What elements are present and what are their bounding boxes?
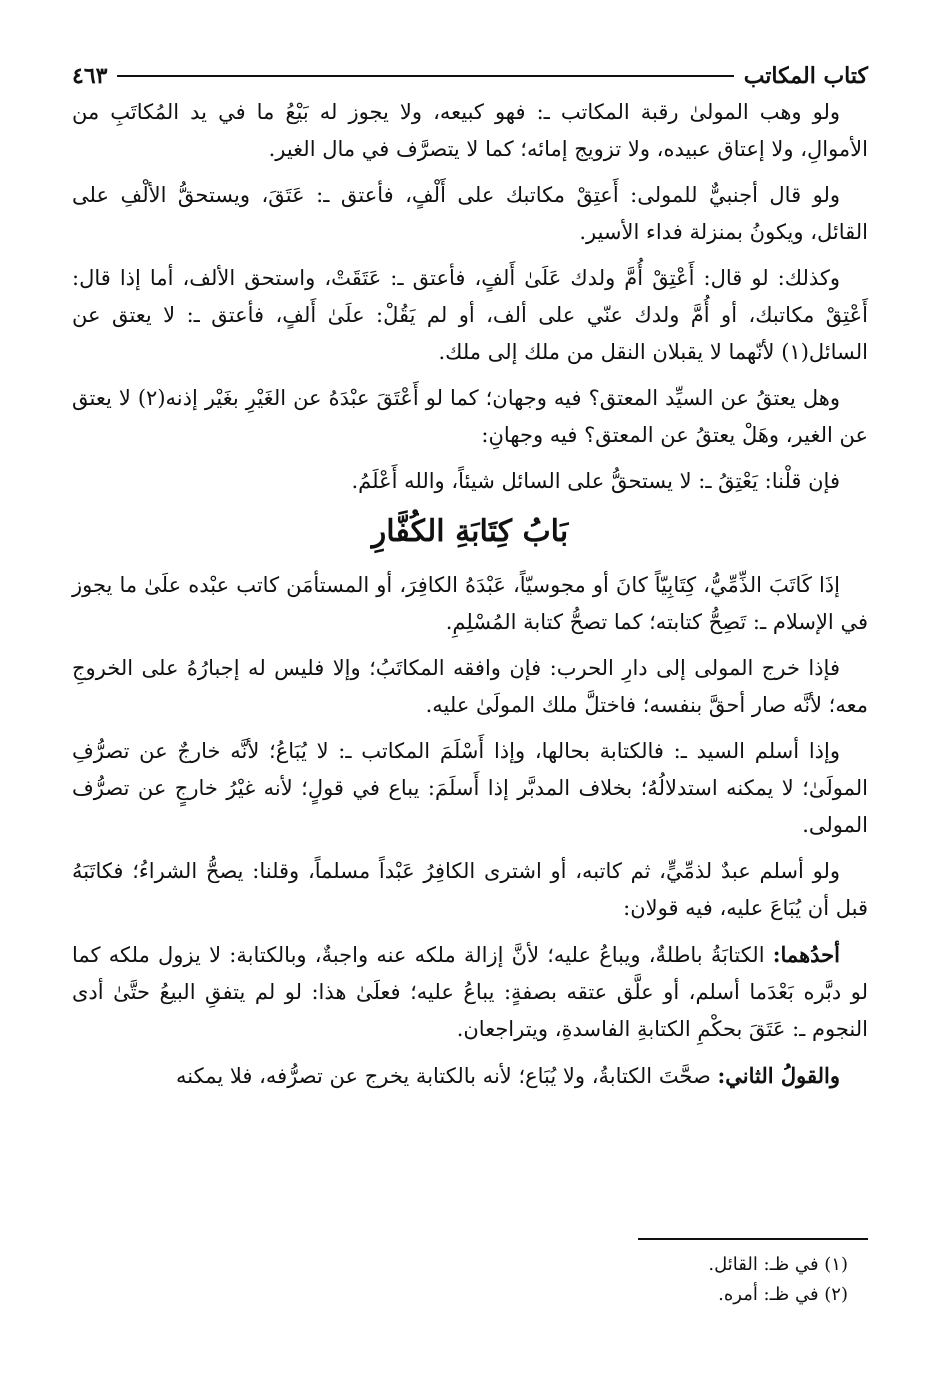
- paragraph-text: وكذلك: لو قال: أَعْتِقْ أُمَّ ولدك عَلَىٰ أَلفٍ، فأعتق ـ: عَتَقَتْ، واستحق الألف، أما إذا قال: أَعْتِقْ مكاتبك، أو أُمَّ ولدك عنّي على ألف، أو لم يَقُلْ: علَىٰ أَلفٍ، فأعتق ـ: لا يعتق عن السائل(١) لأنّهما لا يقبلان النقل من ملك إلى ملك.: [72, 266, 868, 364]
- paragraph: [72, 260, 868, 371]
- paragraph-text: فإذا خرج المولى إلى دارِ الحرب: فإن وافقه المكاتَبُ؛ وإلا فليس له إجبارُهُ على الخروجِ معه؛ لأنَّه صار أحقَّ بنفسه؛ فاختلَّ ملك المولَىٰ عليه.: [72, 656, 868, 717]
- paragraph-text: الكتابَةُ باطلةٌ، ويباعُ عليه؛ لأنَّ إزالة ملكه عنه واجبةٌ، وبالكتابة: لا يزول ملكه كما لو دبَّره بَعْدَما أسلم، أو علَّق عتقه بصفةٍ: يباعُ عليه؛ فعلَىٰ هذا: لو لم يتفقِ البيعُ حتَّىٰ أدى النجوم ـ: عَتَقَ بحكْمِ الكتابةِ الفاسدةِ، ويتراجعان.: [72, 943, 868, 1041]
- footnote: (٢) في ظـ: أمره.: [718, 1284, 848, 1305]
- section-heading: بَابُ كِتَابَةِ الكُفَّارِ: [371, 514, 569, 549]
- paragraph: [72, 177, 868, 251]
- paragraph: [72, 853, 868, 927]
- footnote: (١) في ظـ: القائل.: [708, 1254, 848, 1275]
- paragraph: [72, 1057, 868, 1095]
- body-text-part1: [72, 94, 868, 500]
- paragraph-text: إذَا كَاتَبَ الذِّمِّيُّ، كِتَابِيّاً كانَ أو مجوسيّاً، عَبْدَهُ الكافِرَ، أو المستأمَن كاتب عبْده علَىٰ ما يجوز في الإسلام ـ: تَصِحُّ كتابته؛ كما تصحُّ كتابة المُسْلِمِ.: [72, 573, 868, 634]
- paragraph-text: وإذا أسلم السيد ـ: فالكتابة بحالها، وإذا أَسْلَمَ المكاتب ـ: لا يُبَاعُ؛ لأنَّه خارجٌ عن تصرُّفِ المولَىٰ؛ لا يمكنه استدلالُهُ؛ بخلاف المدبَّر إذا أَسلَمَ: يباع في قولٍ؛ لأنه غيْرُ خارجٍ عن تصرُّف المولى.: [72, 739, 868, 837]
- paragraph-lead: أحدُهما:: [772, 942, 840, 967]
- paragraph: [72, 733, 868, 844]
- paragraph-text: فإن قلْنا: يَعْتِقُ ـ: لا يستحقُّ على السائل شيئاً، والله أَعْلَمُ.: [351, 469, 840, 493]
- paragraph-text: ولو قال أجنبيٌّ للمولى: أَعتِقْ مكاتبك على أَلْفٍ، فأعتق ـ: عَتَقَ، ويستحقُّ الألْفِ على القائل، ويكونُ بمنزلة فداء الأسير.: [72, 183, 868, 244]
- paragraph: [72, 936, 868, 1048]
- paragraph-text: صحَّتَ الكتابةُ، ولا يُبَاع؛ لأنه بالكتابة يخرج عن تصرُّفه، فلا يمكنه: [176, 1064, 711, 1088]
- header-rule: [117, 75, 733, 77]
- paragraph-text: وهل يعتقُ عن السيِّد المعتق؟ فيه وجهان؛ كما لو أَعْتَقَ عبْدَهُ عن الغَيْرِ بغَيْر إذنه(٢) لا يعتق عن الغير، وهَلْ يعتقُ عن المعتق؟ فيه وجهانِ:: [72, 386, 868, 447]
- paragraph: [72, 567, 868, 641]
- paragraph-text: ولو وهب المولىٰ رقبة المكاتب ـ: فهو كبيعه، ولا يجوز له بَيْعُ ما في يد المُكاتَبِ من الأموالِ، ولا إعتاق عبيده، ولا تزويج إمائه؛ كما لا يتصرَّف في مال الغير.: [72, 100, 868, 161]
- paragraph-text: ولو أسلم عبدٌ لذمِّيٍّ، ثم كاتبه، أو اشترى الكافِرُ عَبْداً مسلماً، وقلنا: يصحُّ الشراءُ؛ فكاتَبَهُ قبل أن يُبَاعَ عليه، فيه قولان:: [72, 859, 868, 920]
- paragraph: [72, 94, 868, 168]
- paragraph: [72, 380, 868, 454]
- paragraph: [72, 650, 868, 724]
- paragraph: [72, 463, 868, 500]
- page-number: ٤٦٣: [72, 63, 108, 89]
- paragraph-lead: والقولُ الثاني:: [717, 1063, 840, 1088]
- body-text-part2: [72, 567, 868, 1095]
- footnotes: [72, 1250, 848, 1310]
- footnote-separator: [638, 1238, 868, 1240]
- running-header: [72, 58, 868, 94]
- running-title: كتاب المكاتب: [743, 63, 868, 89]
